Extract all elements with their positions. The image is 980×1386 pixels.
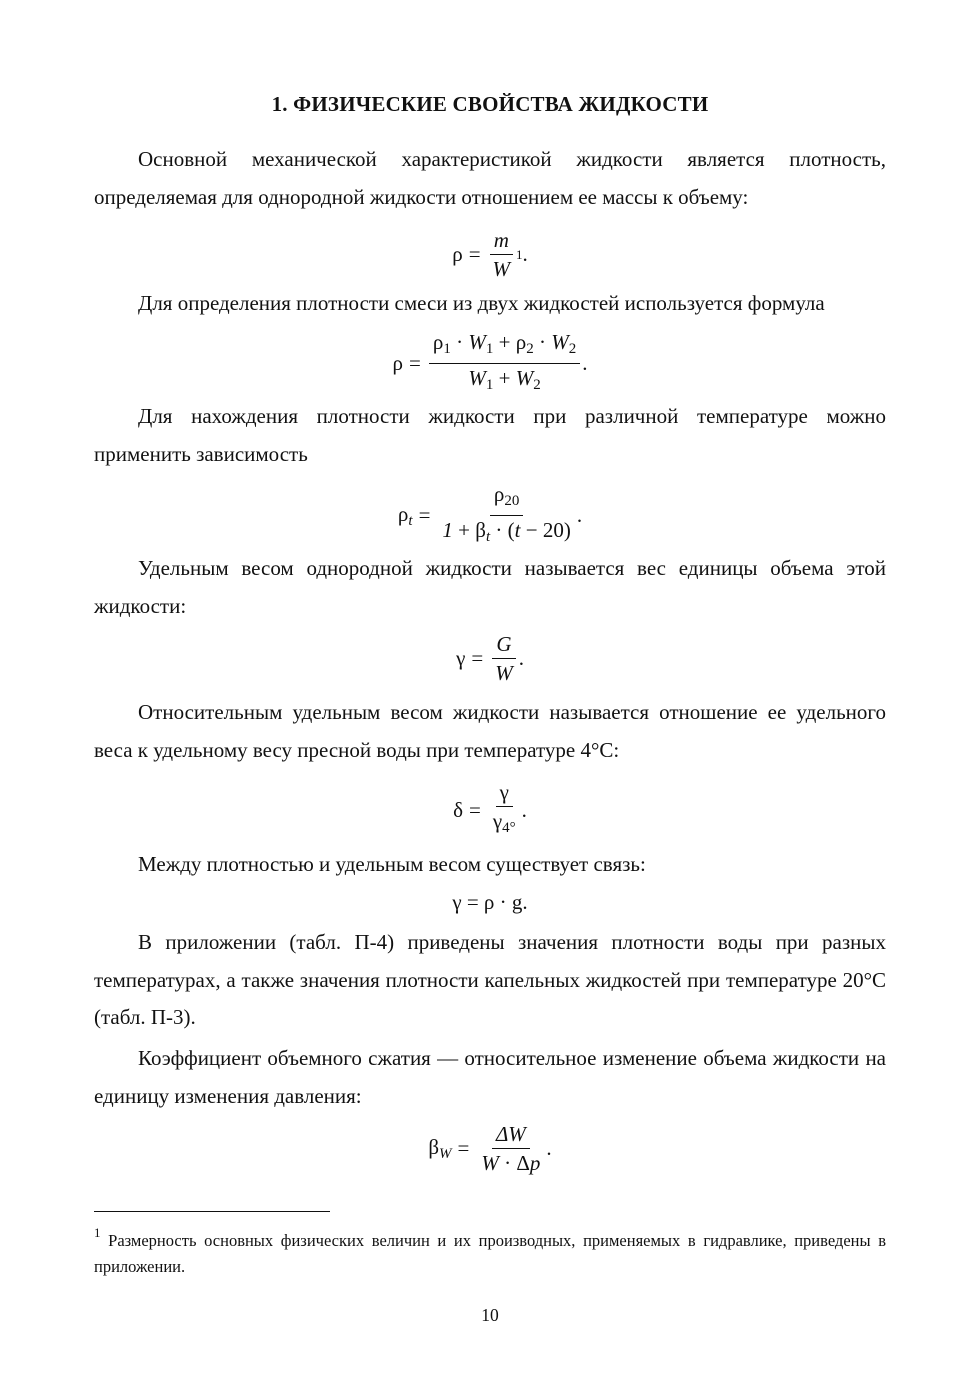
- formula-relation: γ = ρ · g.: [452, 890, 528, 914]
- w: W: [481, 1151, 499, 1175]
- subscript: 1: [485, 341, 494, 357]
- formula-equals: =: [409, 351, 421, 375]
- subscript: 1: [443, 341, 451, 357]
- minus: −: [525, 518, 538, 542]
- w-1: W: [468, 330, 486, 354]
- paragraph-relation: Между плотностью и удельным весом существует связь:: [138, 852, 646, 876]
- fraction: [438, 482, 574, 549]
- formula-relative-weight: [0, 780, 980, 840]
- fraction-denominator: [464, 364, 544, 397]
- formula-temperature-density: [0, 482, 980, 549]
- page-number: 10: [481, 1305, 499, 1325]
- fraction: [489, 228, 515, 281]
- formula-gamma: γ: [456, 646, 466, 670]
- subscript: 20: [504, 493, 520, 509]
- fraction-numerator: γ: [496, 780, 513, 807]
- formula-period: .: [546, 1136, 552, 1160]
- formula-equals: =: [471, 646, 484, 670]
- t: t: [514, 518, 521, 542]
- fraction: [477, 1122, 544, 1175]
- fraction-numerator: [490, 482, 523, 516]
- w-2: W: [515, 366, 534, 390]
- w-2: W: [551, 330, 569, 354]
- beta: β: [475, 518, 486, 542]
- paragraph-relative-weight: Относительным удельным весом жидкости называется отношение ее удельного веса к удельному весу пресной воды при температуре 4°С:: [94, 700, 886, 762]
- twenty: 20: [542, 518, 564, 542]
- paragraph-appendix: В приложении (табл. П-4) приведены значения плотности воды при разных температурах, а также значения плотности капельных жидкостей при температуре 20°С (табл. П-3).: [94, 930, 886, 1029]
- formula-equals: =: [418, 503, 431, 527]
- formula-specific-weight: [0, 632, 980, 685]
- fraction-denominator: [489, 807, 520, 840]
- formula-period: .: [522, 242, 528, 266]
- paren-open: (: [507, 518, 515, 542]
- footnote-rule: [94, 1211, 330, 1212]
- subscript: t: [485, 529, 491, 545]
- dot: ·: [495, 518, 503, 542]
- fraction-denominator: [477, 1149, 544, 1175]
- footnote-text: Размерность основных физических величин и их производных, применяемых в гидравлике, приведены в приложении.: [94, 1231, 886, 1276]
- formula-rho: ρ: [452, 242, 463, 266]
- p: p: [529, 1151, 541, 1175]
- rho: ρ: [397, 501, 409, 526]
- paragraph-density: Основной механической характеристикой жидкости является плотность, определяемая для однородной жидкости отношением ее массы к объему:: [94, 147, 886, 209]
- formula-period: .: [518, 646, 524, 670]
- paren-close: ): [563, 518, 571, 542]
- footnote-marker: 1: [516, 246, 523, 262]
- plus: +: [458, 518, 471, 542]
- subscript: t: [408, 512, 413, 529]
- fraction-numerator: G: [492, 632, 515, 659]
- one: 1: [442, 518, 453, 542]
- subscript: 2: [568, 341, 577, 357]
- formula-density: [0, 228, 980, 281]
- formula-rho: ρ: [392, 351, 404, 375]
- formula-equals: =: [457, 1136, 470, 1160]
- subscript: 1: [485, 377, 494, 393]
- fraction-numerator: [429, 330, 580, 364]
- formula-beta-w: [428, 1135, 451, 1163]
- rho-2: ρ: [515, 330, 527, 354]
- formula-compression: [0, 1122, 980, 1175]
- rho: ρ: [493, 482, 505, 506]
- rho-1: ρ: [432, 330, 444, 354]
- section-title: 1. ФИЗИЧЕСКИЕ СВОЙСТВА ЖИДКОСТИ: [271, 92, 709, 116]
- plus: +: [498, 366, 511, 390]
- fraction-denominator: W: [495, 661, 513, 685]
- formula-period: .: [576, 503, 583, 527]
- paragraph-compression: Коэффициент объемного сжатия — относительное изменение объема жидкости на единицу изменения давления:: [94, 1046, 886, 1108]
- fraction-numerator: m: [490, 228, 513, 255]
- gamma: γ: [492, 809, 503, 833]
- plus: +: [498, 330, 511, 354]
- formula-period: .: [521, 797, 527, 822]
- delta: Δ: [516, 1151, 530, 1175]
- fraction-numerator: ΔW: [492, 1122, 530, 1149]
- fraction-denominator: [438, 516, 574, 549]
- footnote-mark: 1: [94, 1225, 101, 1240]
- paragraph-temperature: Для нахождения плотности жидкости при различной температуре можно применить зависимость: [94, 404, 886, 466]
- subscript: 2: [533, 377, 541, 393]
- formula-rho-t: [398, 502, 413, 530]
- subscript: 4°: [502, 820, 516, 836]
- paragraph-mixture: Для определения плотности смеси из двух жидкостей используется формула: [138, 291, 825, 315]
- subscript: W: [439, 1145, 452, 1162]
- footnote: [94, 1220, 886, 1280]
- formula-equals: =: [468, 242, 481, 266]
- formula-period: .: [582, 351, 588, 375]
- formula-equals: =: [469, 797, 481, 822]
- paragraph-specific-weight: Удельным весом однородной жидкости называется вес единицы объема этой жидкости:: [94, 556, 886, 618]
- fraction: [429, 330, 580, 397]
- dot: ·: [538, 330, 546, 354]
- formula-delta: δ: [453, 797, 464, 822]
- dot: ·: [504, 1151, 512, 1175]
- w-1: W: [468, 366, 486, 390]
- fraction: [489, 780, 520, 840]
- beta: β: [428, 1134, 440, 1159]
- fraction-denominator: W: [492, 257, 511, 281]
- formula-mixture-density: [0, 330, 980, 397]
- subscript: 2: [526, 341, 534, 357]
- fraction: [491, 632, 517, 685]
- dot: ·: [456, 330, 464, 354]
